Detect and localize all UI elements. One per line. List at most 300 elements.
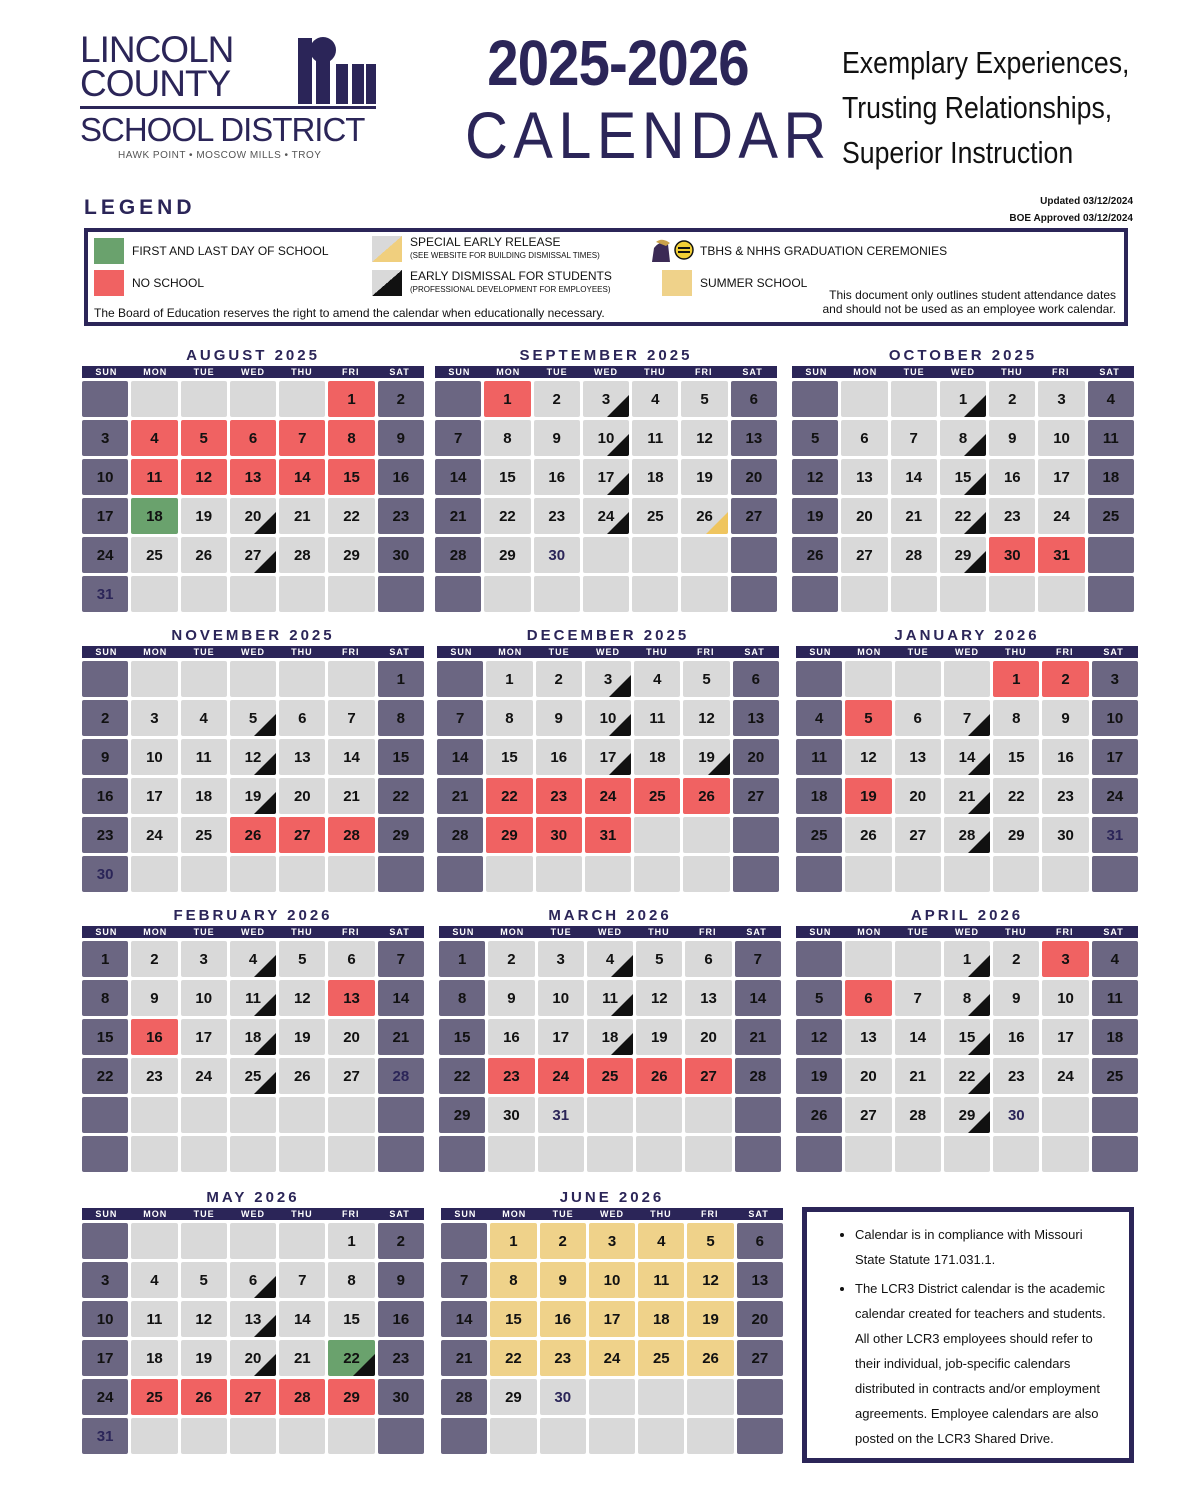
day-number: 7 (453, 429, 463, 447)
day-number: 14 (449, 468, 467, 486)
weekday-label: THU (291, 367, 313, 377)
day-cell (378, 1379, 424, 1415)
day-cell (540, 1301, 586, 1337)
month-march-2026 (439, 906, 781, 1172)
empty-day-cell (279, 1418, 325, 1454)
empty-day-cell (841, 576, 887, 612)
empty-day-cell (1042, 1136, 1088, 1172)
note-item: • The LCR3 District calendar is the academic calendar created for teachers and students. All other LCR3 employees should refer to their individual, job-specific calendars distributed in contracts and/or employment agreements. Employee calendars are also posted on the LCR3 Shared Drive. (855, 1276, 1115, 1451)
day-cell (328, 537, 374, 573)
day-cell (540, 1379, 586, 1415)
day-cell (181, 1379, 227, 1415)
day-number: 26 (702, 1349, 719, 1367)
empty-day-cell (685, 1136, 731, 1172)
empty-day-cell (378, 1136, 424, 1172)
day-cell (378, 537, 424, 573)
day-cell (131, 941, 177, 977)
weekday-label: SUN (95, 367, 118, 377)
day-cell (683, 778, 729, 814)
day-cell (683, 661, 729, 697)
day-cell (230, 739, 276, 775)
district-motto (842, 40, 1130, 175)
day-number: 11 (146, 1310, 163, 1328)
day-cell (891, 420, 937, 456)
weekday-label: THU (1005, 927, 1027, 937)
day-number: 1 (457, 950, 467, 968)
early-dismissal-marker (611, 955, 633, 977)
day-cell (1092, 941, 1138, 977)
day-number: 13 (747, 709, 765, 727)
weekday-label: TUE (193, 927, 215, 937)
legend-item-early-dismissal (372, 270, 612, 296)
district-logo (80, 30, 380, 170)
day-cell (181, 817, 227, 853)
day-number: 10 (1053, 429, 1070, 447)
month-name: MAY 2026 (206, 1189, 300, 1206)
day-number: 3 (100, 1271, 110, 1289)
day-number: 18 (601, 1028, 619, 1046)
day-cell (441, 1340, 487, 1376)
day-cell (792, 498, 838, 534)
empty-day-cell (792, 576, 838, 612)
day-number: 9 (507, 989, 516, 1007)
day-cell (796, 817, 842, 853)
day-cell (681, 381, 727, 417)
day-number: 31 (1106, 826, 1124, 844)
empty-day-cell (131, 1418, 177, 1454)
empty-day-cell (230, 1097, 276, 1133)
day-cell (82, 817, 128, 853)
day-cell (845, 1058, 891, 1094)
day-number: 26 (806, 546, 824, 564)
day-number: 10 (599, 709, 617, 727)
empty-day-cell (378, 1418, 424, 1454)
day-cell (944, 941, 990, 977)
day-cell (845, 739, 891, 775)
day-number: 4 (814, 709, 824, 727)
day-cell (891, 459, 937, 495)
weekday-label: TUE (552, 1209, 574, 1219)
month-name: AUGUST 2025 (186, 347, 320, 364)
day-number: 19 (244, 787, 262, 805)
day-number: 24 (1053, 507, 1070, 525)
day-number: 1 (396, 670, 406, 688)
day-number: 12 (195, 468, 213, 486)
day-cell (1088, 498, 1134, 534)
day-cell (439, 1019, 485, 1055)
day-number: 7 (909, 429, 918, 447)
day-number: 12 (244, 748, 262, 766)
day-cell (687, 1262, 733, 1298)
day-number: 4 (1106, 390, 1116, 408)
day-cell (181, 778, 227, 814)
day-number: 6 (248, 429, 258, 447)
day-cell (538, 1097, 584, 1133)
day-cell (895, 980, 941, 1016)
day-cell (486, 739, 532, 775)
day-number: 4 (150, 1271, 159, 1289)
day-cell (484, 459, 530, 495)
day-cell (1042, 739, 1088, 775)
day-number: 30 (554, 1388, 572, 1406)
day-number: 23 (96, 826, 114, 844)
day-number: 21 (451, 787, 469, 805)
day-cell (279, 1340, 325, 1376)
day-number: 29 (1007, 826, 1025, 844)
empty-day-cell (683, 856, 729, 892)
day-number: 19 (698, 748, 715, 766)
day-number: 5 (298, 950, 307, 968)
weekday-label: FRI (341, 647, 360, 657)
day-number: 6 (347, 950, 356, 968)
weekday-label: MON (857, 647, 882, 657)
day-cell (993, 661, 1039, 697)
empty-day-cell (328, 1418, 374, 1454)
day-cell (378, 1223, 424, 1259)
day-cell (378, 778, 424, 814)
day-number: 18 (146, 507, 163, 525)
day-number: 17 (1057, 1028, 1074, 1046)
day-number: 25 (1102, 507, 1120, 525)
day-cell (230, 459, 276, 495)
day-number: 4 (657, 1232, 666, 1250)
day-number: 9 (396, 429, 406, 447)
weekday-label: THU (1005, 647, 1027, 657)
day-cell (940, 537, 986, 573)
day-number: 16 (1003, 468, 1021, 486)
weekday-label: MON (143, 647, 168, 657)
day-number: 20 (244, 1349, 262, 1367)
day-number: 10 (597, 429, 615, 447)
day-cell (1042, 817, 1088, 853)
day-cell (279, 1058, 325, 1094)
day-cell (681, 459, 727, 495)
legend-item-first-last (94, 238, 329, 264)
day-number: 23 (554, 1349, 572, 1367)
day-number: 13 (244, 1310, 262, 1328)
weekday-label: FRI (1055, 647, 1074, 657)
day-number: 5 (199, 1271, 208, 1289)
day-cell (687, 1340, 733, 1376)
weekday-label: TUE (907, 927, 929, 937)
day-number: 18 (646, 468, 664, 486)
weekday-label: WED (600, 1209, 624, 1219)
calendar-year-title: 2025-2026 (487, 27, 749, 99)
day-number: 14 (455, 1310, 473, 1328)
empty-day-cell (583, 576, 629, 612)
weekday-label: THU (644, 367, 666, 377)
day-number: 11 (653, 1271, 670, 1289)
empty-day-cell (792, 381, 838, 417)
day-cell (82, 778, 128, 814)
day-number: 19 (810, 1067, 828, 1085)
day-number: 21 (343, 787, 360, 805)
day-cell (1038, 537, 1084, 573)
day-cell (792, 459, 838, 495)
empty-day-cell (279, 381, 325, 417)
day-number: 28 (293, 1388, 311, 1406)
day-cell (131, 817, 177, 853)
day-number: 16 (146, 1028, 163, 1046)
early-dismissal-marker (607, 395, 629, 417)
empty-day-cell (796, 941, 842, 977)
empty-day-cell (587, 1097, 633, 1133)
day-number: 15 (343, 1310, 360, 1328)
empty-day-cell (82, 1223, 128, 1259)
empty-day-cell (735, 1136, 781, 1172)
day-cell (538, 1058, 584, 1094)
early-dismissal-marker (964, 434, 986, 456)
empty-day-cell (538, 1136, 584, 1172)
weekday-label: MON (853, 367, 878, 377)
day-number: 17 (96, 1349, 114, 1367)
disclaimer-line: This document only outlines student attendance dates (829, 288, 1116, 302)
day-number: 3 (150, 709, 159, 727)
day-cell (940, 459, 986, 495)
day-cell (131, 778, 177, 814)
day-number: 1 (347, 390, 356, 408)
weekday-label: SUN (805, 367, 828, 377)
day-cell (181, 1058, 227, 1094)
day-cell (441, 1379, 487, 1415)
day-number: 14 (343, 748, 360, 766)
day-number: 13 (293, 748, 311, 766)
weekday-label: WED (241, 927, 265, 937)
day-number: 8 (503, 429, 512, 447)
weekday-label: SAT (746, 927, 767, 937)
empty-day-cell (845, 1136, 891, 1172)
day-cell (131, 459, 177, 495)
day-number: 26 (244, 826, 262, 844)
day-number: 27 (860, 1106, 877, 1124)
day-number: 20 (860, 1067, 877, 1085)
day-number: 25 (244, 1067, 262, 1085)
day-cell (940, 420, 986, 456)
empty-day-cell (993, 1136, 1039, 1172)
day-number: 9 (554, 709, 563, 727)
day-number: 19 (702, 1310, 719, 1328)
day-number: 24 (195, 1067, 213, 1085)
day-cell (378, 1262, 424, 1298)
day-number: 8 (958, 429, 968, 447)
day-number: 3 (199, 950, 208, 968)
day-number: 11 (1102, 429, 1119, 447)
day-cell (1042, 778, 1088, 814)
empty-day-cell (488, 1136, 534, 1172)
day-number: 23 (503, 1067, 520, 1085)
empty-day-cell (181, 1418, 227, 1454)
day-cell (82, 1340, 128, 1376)
day-cell (895, 1019, 941, 1055)
day-number: 15 (954, 468, 972, 486)
empty-day-cell (1092, 856, 1138, 892)
weekday-label: FRI (698, 927, 717, 937)
day-number: 10 (195, 989, 213, 1007)
day-cell (279, 700, 325, 736)
day-cell (1092, 1058, 1138, 1094)
day-cell (279, 739, 325, 775)
day-number: 30 (1057, 826, 1074, 844)
day-cell (328, 1379, 374, 1415)
day-cell (328, 941, 374, 977)
day-cell (131, 1379, 177, 1415)
weekday-label: FRI (696, 647, 715, 657)
day-cell (632, 381, 678, 417)
day-number: 7 (298, 1271, 307, 1289)
day-number: 8 (457, 989, 467, 1007)
day-cell (82, 1058, 128, 1094)
day-cell (181, 459, 227, 495)
day-number: 10 (96, 468, 114, 486)
day-cell (230, 941, 276, 977)
day-grid (792, 378, 1134, 612)
empty-day-cell (587, 1136, 633, 1172)
day-number: 26 (696, 507, 713, 525)
updated-date: Updated 03/12/2024 (1040, 196, 1133, 207)
day-number: 16 (1007, 1028, 1025, 1046)
day-number: 2 (396, 1232, 406, 1250)
empty-day-cell (181, 381, 227, 417)
day-cell (279, 1301, 325, 1337)
day-cell (1092, 817, 1138, 853)
day-number: 26 (195, 546, 213, 564)
empty-day-cell (328, 1136, 374, 1172)
day-cell (796, 1058, 842, 1094)
day-cell (82, 459, 128, 495)
day-cell (378, 498, 424, 534)
weekday-label: TUE (546, 367, 568, 377)
day-grid (441, 1220, 783, 1454)
day-cell (993, 980, 1039, 1016)
day-number: 1 (962, 950, 972, 968)
day-number: 2 (150, 950, 159, 968)
empty-day-cell (230, 381, 276, 417)
day-number: 22 (954, 507, 972, 525)
early-dismissal-marker (254, 955, 276, 977)
day-number: 27 (751, 1349, 769, 1367)
day-cell (378, 1019, 424, 1055)
day-cell (638, 1340, 684, 1376)
weekday-label: SUN (450, 647, 473, 657)
day-cell (82, 1379, 128, 1415)
day-grid (82, 1220, 424, 1454)
day-number: 6 (860, 429, 869, 447)
empty-day-cell (181, 1223, 227, 1259)
day-number: 18 (652, 1310, 670, 1328)
day-number: 26 (195, 1388, 213, 1406)
day-cell (181, 980, 227, 1016)
legend-label: FIRST AND LAST DAY OF SCHOOL (132, 243, 329, 258)
day-number: 15 (392, 748, 410, 766)
day-number: 10 (96, 1310, 114, 1328)
day-cell (378, 1340, 424, 1376)
day-number: 2 (558, 1232, 567, 1250)
day-cell (490, 1301, 536, 1337)
day-number: 27 (244, 1388, 262, 1406)
day-cell (378, 1058, 424, 1094)
day-cell (131, 420, 177, 456)
day-number: 17 (597, 468, 615, 486)
day-number: 31 (96, 1427, 114, 1445)
graduation-mascots-icon (648, 238, 698, 264)
empty-day-cell (891, 576, 937, 612)
day-number: 7 (396, 950, 406, 968)
day-cell (536, 661, 582, 697)
day-number: 6 (704, 950, 713, 968)
day-number: 27 (856, 546, 873, 564)
day-cell (731, 381, 777, 417)
month-name: OCTOBER 2025 (888, 347, 1038, 364)
day-number: 13 (860, 1028, 877, 1046)
day-cell (1088, 381, 1134, 417)
day-cell (437, 817, 483, 853)
day-number: 30 (548, 546, 566, 564)
day-number: 29 (392, 826, 410, 844)
empty-day-cell (845, 856, 891, 892)
weekday-label: MON (502, 1209, 527, 1219)
day-number: 27 (293, 826, 311, 844)
day-number: 12 (860, 748, 877, 766)
day-number: 24 (1106, 787, 1124, 805)
weekday-label: WED (241, 1209, 265, 1219)
weekday-label: MON (500, 927, 525, 937)
day-number: 25 (146, 1388, 163, 1406)
day-cell (891, 537, 937, 573)
day-number: 20 (909, 787, 927, 805)
day-cell (82, 941, 128, 977)
day-cell (735, 1019, 781, 1055)
day-cell (634, 700, 680, 736)
day-cell (534, 420, 580, 456)
day-cell (279, 498, 325, 534)
day-grid (82, 658, 424, 892)
month-september-2025 (435, 346, 777, 612)
day-cell (993, 941, 1039, 977)
weekday-label: TUE (548, 647, 570, 657)
day-cell (82, 856, 128, 892)
day-cell (439, 1097, 485, 1133)
day-cell (437, 700, 483, 736)
empty-day-cell (131, 1223, 177, 1259)
day-cell (634, 661, 680, 697)
day-number: 27 (747, 787, 765, 805)
weekday-label: FRI (341, 367, 360, 377)
day-number: 9 (1008, 429, 1017, 447)
day-number: 19 (293, 1028, 311, 1046)
day-cell (82, 498, 128, 534)
day-cell (536, 739, 582, 775)
day-number: 21 (392, 1028, 410, 1046)
day-number: 16 (503, 1028, 520, 1046)
weekday-label: SUN (95, 1209, 118, 1219)
day-number: 8 (509, 1271, 518, 1289)
weekday-label: MON (143, 927, 168, 937)
day-number: 20 (745, 468, 763, 486)
day-cell (735, 980, 781, 1016)
day-number: 23 (392, 507, 410, 525)
day-number: 28 (455, 1388, 473, 1406)
empty-day-cell (328, 576, 374, 612)
legend-label: SUMMER SCHOOL (700, 275, 808, 290)
day-number: 7 (455, 709, 465, 727)
day-number: 26 (810, 1106, 828, 1124)
weekday-header (435, 366, 777, 378)
day-cell (944, 700, 990, 736)
day-number: 17 (552, 1028, 570, 1046)
empty-day-cell (895, 661, 941, 697)
legend-box (84, 228, 1128, 326)
day-number: 27 (244, 546, 262, 564)
